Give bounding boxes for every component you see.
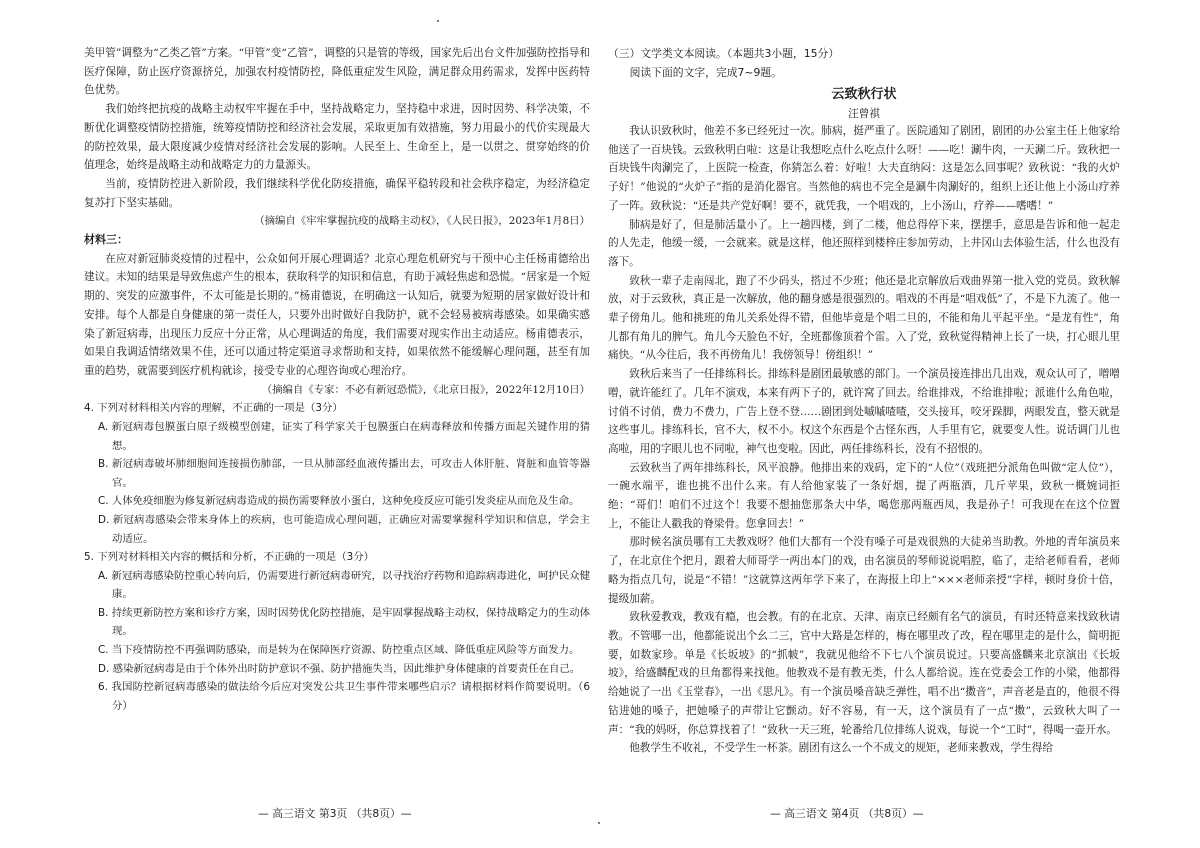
option-4a: A. 新冠病毒包膜蛋白原子级模型创建，证实了科学家关于包膜蛋白在病毒释放和传播方面起关键作用的猜想。	[98, 420, 590, 452]
option-5a: A. 新冠病毒感染防控重心转向后，仍需要进行新冠病毒研究，以寻找治疗药物和追踪病毒进化，呵护民众健康。	[98, 569, 590, 601]
paragraph: 云致秋当了两年排练科长，风平浪静。他排出来的戏码，定下的“人位”（戏班把分派角色叫做“定人位”），一碗水端平，谁也挑不出什么来。有人给他家装了一条好烟，提了两瓶酒，几斤苹果，致秋一概婉词拒绝：“哥们！咱们不过这个！我要不想抽您那条大中华，喝您那两瓶西凤，我是孙子！可我现在在这个位置上，不能让人戳我的脊梁骨。您拿回去！”	[608, 461, 1120, 530]
option-4d: D. 新冠病毒感染会带来身体上的疾病，也可能造成心理问题，正确应对需要掌握科学知识和信息，学会主动适应。	[98, 513, 590, 545]
instructions: 阅读下面的文字，完成7~9题。	[629, 66, 782, 79]
right-page	[608, 44, 1120, 758]
option-5c: C. 当下疫情防控不再强调防感染，而是转为在保障医疗资源、防控重点区域、降低重症风险等方面发力。	[98, 644, 580, 657]
paragraph: 当前，疫情防控进入新阶段，我们继续科学优化防疫措施，确保平稳转段和社会秩序稳定，为经济稳定复苏打下坚实基础。	[84, 177, 590, 209]
paragraph: 他教学生不收礼，不受学生一杯茶。剧团有这么一个不成文的规矩，老师来教戏，学生得给	[629, 742, 1053, 755]
article-author: 汪曾祺	[848, 108, 880, 120]
article-title: 云致秋行状	[831, 87, 897, 102]
section-heading: （三）文学类文本阅读。（本题共3小题，15分）	[608, 47, 840, 60]
question-6: 6. 我国防控新冠病毒感染的做法给今后应对突发公共卫生事件带来哪些启示？请根据材料作简要说明。（6分）	[98, 681, 590, 712]
option-5b: B. 持续更新防控方案和诊疗方案，因时因势优化防控措施，是牢固掌握战略主动权，保持战略定力的生动体现。	[98, 606, 590, 638]
paragraph: 致秋爱教戏，教戏有瘾，也会教。有的在北京、天津、南京已经颇有名气的演员，有时还特意来找致秋请教。不管哪一出，他都能说出个幺二三，官中大路是怎样的，梅在哪里改了改，程在哪里走的是什么，简明扼要，如数家珍。单是《长坂坡》的“抓帔”，我就见他给不下七八个演员说过。只要高盛麟来北京演出《长坂坡》，给盛麟配戏的旦角都得来找他。他教戏不是有教无类，什么人都给说。连在党委会工作的小梁，他都得给她说了一出《玉堂春》，一出《思凡》。有一个演员嗓音缺乏弹性，唱不出“擞音”，声音老是直的，他很不得钻进她的嗓子，把她嗓子的声带让它颤动。好不容易，有一天，这个演员有了一点“擞”，云致秋大叫了一声：“我的妈呀，你总算找着了！”致秋一天三班，轮番给几位排练人说戏，每说一个“工时”，得喝一壶开水。	[608, 611, 1120, 736]
paragraph: 我们始终把抗疫的战略主动权牢牢握在手中，坚持战略定力，坚持稳中求进，因时因势、科学决策，不断优化调整疫情防控措施，统筹疫情防控和经济社会发展，采取更加有效措施，努力用最小的代价实现最大的防控效果，最大限度减少疫情对经济社会发展的影响。人民至上、生命至上，是一以贯之、贯穿始终的价值理念，始终是战略主动和战略定力的力量源头。	[84, 103, 590, 172]
page-footer-left: — 高三语文 第3页 （共8页）—	[258, 807, 412, 820]
left-page	[84, 44, 590, 715]
question-5: 5. 下列对材料相关内容的概括和分析，不正确的一项是（3分）	[84, 551, 374, 564]
question-4: 4. 下列对材料相关内容的理解，不正确的一项是（3分）	[84, 402, 343, 415]
paragraph: 致秋一辈子走南闯北，跑了不少码头，搭过不少班；他还是北京解放后戏曲界第一批入党的党员。致秋解放，对于云致秋，真正是一次解放，他的翻身感是很强烈的。唱戏的不再是“唱戏低”了，不是下九流了。他一辈子傍角儿。他和挑班的角儿关系处得不错，但他毕竟是个唱二旦的，不能和角儿平起平坐。“是龙有性”，角儿都有角儿的脾气。角儿今天脸色不好，全班都像顶着个雷。入了党，致秋觉得精神上长了一块，打心眼儿里痛快。“从今往后，我不再傍角儿！我傍领导！傍组织！”	[608, 274, 1120, 362]
paragraph: 致秋后来当了一任排练科长。排练科是剧团最敏感的部门。一个演员接连排出几出戏，观众认可了，噌噌噌，就许能红了。几年不演戏，本来有两下子的，就许窝了回去。给谁排戏，不给谁排啦；派谁什么角色啦，讨俏不讨俏，费力不费力，广告上登不登……剧团到处嘁嘁喳喳，交头接耳，咬牙跺脚，两眼发直，整天就是这些事儿。排练科长，官不大，权不小。权这个东西是个古怪东西，人手里有它，就要变人性。说话调门儿也高啦，用的字眼儿也不同啦，神气也变啦。因此，两任排练科长，没有不招恨的。	[608, 368, 1120, 455]
scan-dot	[598, 822, 600, 824]
scan-dot	[437, 20, 439, 22]
paragraph: 美甲管”调整为“乙类乙管”方案。“甲管”变“乙管”，调整的只是管的等级，国家先后出台文件加强防控指导和医疗保障，防止医疗资源挤兑，加强农村疫情防控，降低重症发生风险，满足群众用药需求，发挥中医药特色优势。	[84, 47, 590, 97]
paragraph: 在应对新冠肺炎疫情的过程中，公众如何开展心理调适？北京心理危机研究与干预中心主任杨甫德给出建议。未知的结果是导致焦虑产生的根本，获取科学的知识和信息，有助于减轻焦虑和恐慌。“居家是一个短期的、突发的应激事件，不太可能是长期的。”杨甫德说，在明确这一认知后，就要为短期的居家做好设计和安排。每个人都是自身健康的第一责任人，只要外出时做好自我防护，就不会轻易被病毒感染。如果确实感染了新冠病毒，出现压力反应十分正常，从心理调适的角度，我们需要对现实作出主动适应。杨甫德表示，如果自我调适情绪效果不佳，还可以通过特定渠道寻求帮助和支持，如果依然不能缓解心理问题，甚至有加重的趋势，就需要到医疗机构就诊，接受专业的心理咨询或心理治疗。	[84, 252, 590, 377]
material-heading: 材料三：	[84, 233, 128, 247]
paragraph: 我认识致秋时，他差不多已经死过一次。肺病，挺严重了。医院通知了剧团，剧团的办公室主任上他家给他送了一百块钱。云致秋明白啦：这是让我想吃点什么吃点什么呀！——吃！涮牛肉，一天涮二斤。致秋把一百块钱牛肉涮完了，上医院一检查，你猜怎么着：好啦！大夫直纳闷：这是怎么回事呢？致秋说：“我的火炉子好！”他说的“火炉子”指的是消化器官。当然他的病也不完全是涮牛肉涮好的，组织上还让他上小汤山疗养了一阵。致秋说：“还是共产党好啊！要不，就凭我，一个唱戏的，上小汤山，疗养——嗜嗜！”	[608, 125, 1120, 212]
option-4c: C. 人体免疫细胞为修复新冠病毒造成的损伤需要释放小蛋白，这种免疫反应可能引发炎症从而危及生命。	[98, 495, 580, 508]
option-4b: B. 新冠病毒破坏肺细胞间连接损伤肺部，一旦从肺部经血液传播出去，可攻击人体肝脏、肾脏和血管等器官。	[98, 458, 590, 489]
source-citation: （摘编自《牢牢掌握抗疫的战略主动权》，《人民日报》，2023年1月8日）	[254, 215, 590, 228]
source-citation: （摘编自《专家：不必有新冠恐慌》，《北京日报》，2022年12月10日）	[261, 383, 590, 396]
paragraph: 那时候名演员哪有工夫教戏呀？他们大都有一个没有嗓子可是戏很熟的大徒弟当助教。外地的青年演员来了，在北京住个把月，跟着大师哥学一两出本门的戏，由名演员的琴师说说唱腔，临了，走给老师看看，老师略为指点几句，说是“不错！”这就算这两年学下来了，在海报上印上“×××老师亲授”字样，顿时身价十倍，提级加薪。	[608, 536, 1120, 605]
option-5d: D. 感染新冠病毒是由于个体外出时防护意识不强、防护措施失当，因此维护身体健康的首要责任在自己。	[98, 662, 581, 675]
paragraph: 肺病是好了，但是肺活量小了。上一趟四楼，到了二楼，他总得停下来，摆摆手，意思是告诉和他一起走的人先走，他缓一缓，一会就来。就是这样，他还照样到楼梓庄参加劳动，上井冈山去体验生活，什么也没有落下。	[608, 218, 1120, 268]
page-footer-right: — 高三语文 第4页 （共8页）—	[770, 807, 924, 820]
